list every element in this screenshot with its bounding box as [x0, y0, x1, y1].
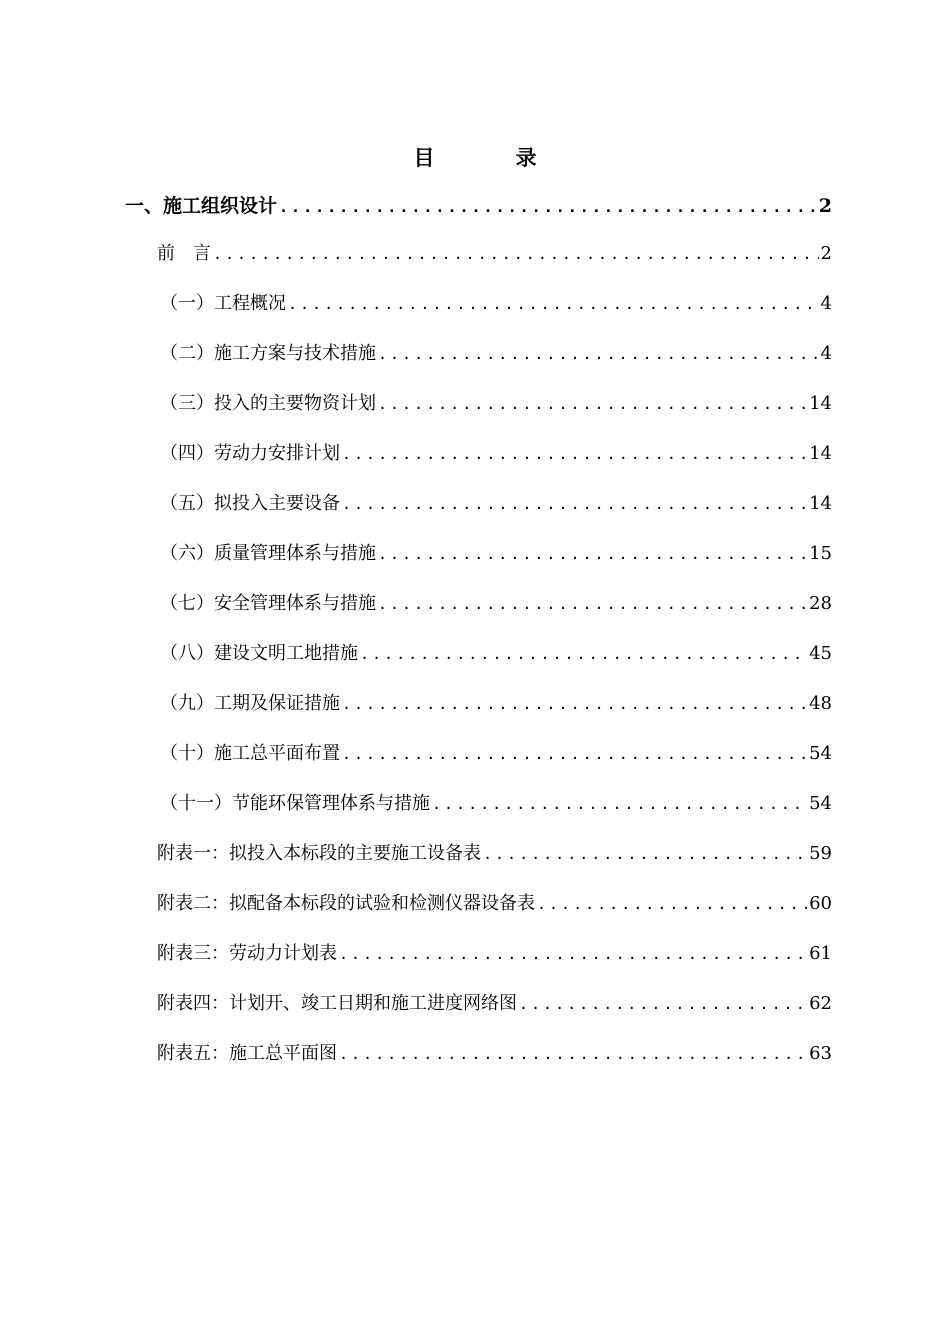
toc-entry-label: 附表四：计划开、竣工日期和施工进度网络图	[157, 993, 517, 1014]
toc-entry-label: （十）施工总平面布置	[160, 743, 340, 764]
toc-leader-dots	[378, 538, 807, 570]
toc-entry[interactable]	[160, 638, 832, 670]
toc-entry[interactable]	[157, 838, 832, 870]
toc-entry-label: （五）拟投入主要设备	[160, 493, 340, 514]
toc-page-number: 4	[820, 343, 832, 364]
toc-page-number: 14	[809, 393, 832, 414]
toc-leader-dots	[279, 191, 817, 223]
toc-page-number: 59	[809, 843, 832, 864]
toc-leader-dots	[339, 1038, 807, 1070]
toc-leader-dots	[483, 838, 807, 870]
toc-page-number: 54	[809, 793, 832, 814]
toc-entry-label: 附表二：拟配备本标段的试验和检测仪器设备表	[157, 893, 535, 914]
toc-leader-dots	[378, 588, 807, 620]
toc-entry-label: 附表五：施工总平面图	[157, 1043, 337, 1064]
toc-page-number: 4	[820, 293, 832, 314]
page-title: 目 录	[413, 145, 567, 170]
toc-entry[interactable]	[160, 738, 832, 770]
toc-entry[interactable]	[160, 588, 832, 620]
toc-entry[interactable]	[157, 238, 832, 270]
toc-leader-dots	[213, 238, 819, 270]
toc-entry-label: 一、施工组织设计	[125, 195, 278, 217]
toc-page-number: 54	[809, 743, 832, 764]
toc-entry[interactable]	[160, 688, 832, 720]
toc-entry-label: 附表一：拟投入本标段的主要施工设备表	[157, 843, 481, 864]
toc-entry[interactable]	[125, 190, 832, 222]
toc-leader-dots	[537, 888, 807, 920]
toc-entry-label: （七）安全管理体系与措施	[160, 593, 376, 614]
toc-entry-label: （八）建设文明工地措施	[160, 643, 358, 664]
toc-leader-dots	[342, 438, 807, 470]
toc-entry[interactable]	[160, 788, 832, 820]
toc-entry[interactable]	[160, 338, 832, 370]
toc-page-number: 61	[809, 943, 832, 964]
toc-page-number: 48	[809, 693, 832, 714]
toc-entry[interactable]	[160, 538, 832, 570]
toc-leader-dots	[339, 938, 807, 970]
toc-page-number: 14	[809, 443, 832, 464]
toc-leader-dots	[360, 638, 807, 670]
toc-page-number: 45	[809, 643, 832, 664]
toc-page-number: 63	[809, 1043, 832, 1064]
toc-entry-label: 附表三：劳动力计划表	[157, 943, 337, 964]
toc-page-number: 60	[809, 893, 832, 914]
toc-leader-dots	[432, 788, 807, 820]
toc-entry-label: （六）质量管理体系与措施	[160, 543, 376, 564]
toc-leader-dots	[519, 988, 807, 1020]
toc-entry[interactable]	[160, 388, 832, 420]
toc-page-number: 2	[820, 243, 832, 264]
toc-entry-label: （一）工程概况	[160, 293, 286, 314]
toc-leader-dots	[288, 288, 819, 320]
toc-leader-dots	[342, 688, 807, 720]
toc-entry[interactable]	[157, 888, 832, 920]
toc-entry[interactable]	[157, 988, 832, 1020]
toc-entry-label: （二）施工方案与技术措施	[160, 343, 376, 364]
toc-entry[interactable]	[160, 288, 832, 320]
toc-entry[interactable]	[157, 1038, 832, 1070]
toc-page-number: 2	[818, 195, 832, 217]
toc-entry-label: 前 言	[157, 243, 211, 264]
toc-leader-dots	[342, 488, 807, 520]
toc-leader-dots	[378, 388, 807, 420]
toc-page-number: 14	[809, 493, 832, 514]
toc-entry-label: （四）劳动力安排计划	[160, 443, 340, 464]
toc-entry-label: （十一）节能环保管理体系与措施	[160, 793, 430, 814]
toc-leader-dots	[378, 338, 819, 370]
toc-page-number: 28	[809, 593, 832, 614]
toc-entry[interactable]	[157, 938, 832, 970]
toc-page-number: 15	[809, 543, 832, 564]
toc-entry-label: （三）投入的主要物资计划	[160, 393, 376, 414]
toc-entry[interactable]	[160, 488, 832, 520]
toc-leader-dots	[342, 738, 807, 770]
toc-entry-label: （九）工期及保证措施	[160, 693, 340, 714]
toc-page-number: 62	[809, 993, 832, 1014]
toc-entry[interactable]	[160, 438, 832, 470]
